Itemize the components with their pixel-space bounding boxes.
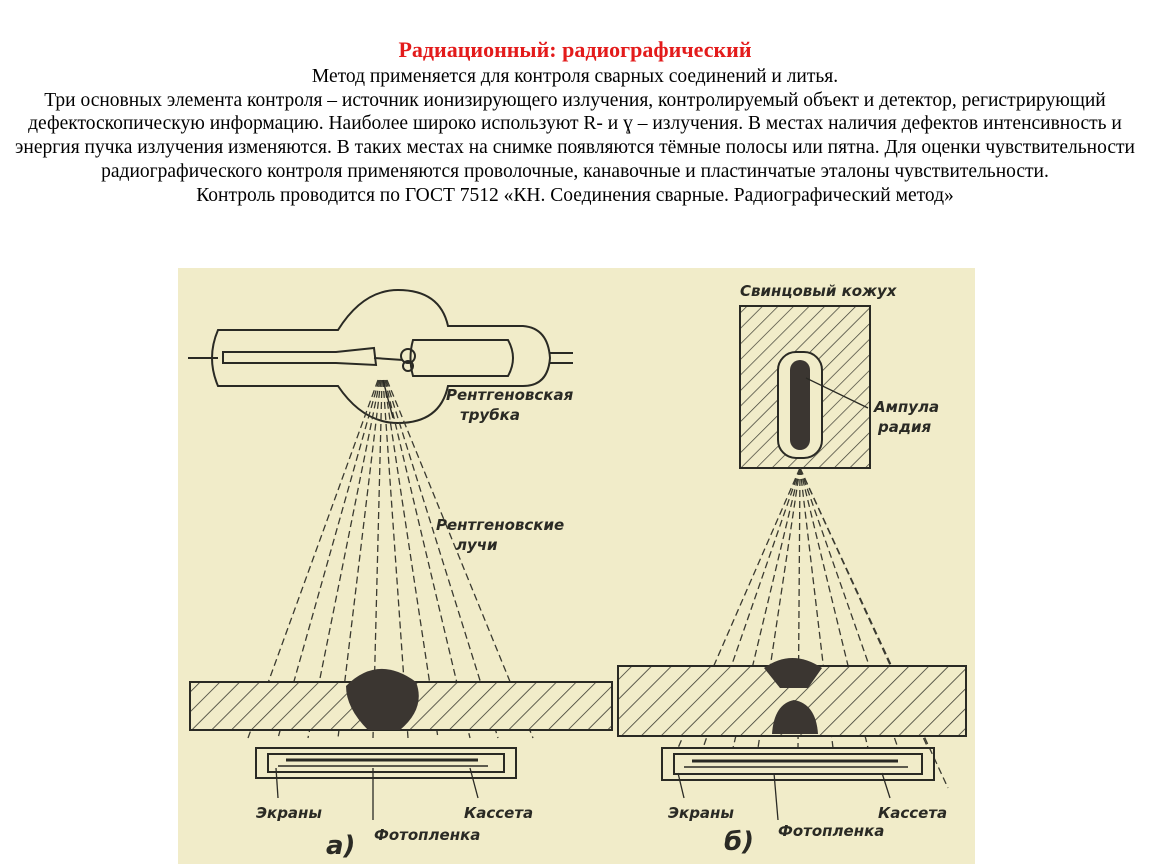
label-xray-tube-1: Рентгеновская: [446, 386, 574, 404]
label-lead-casing: Свинцовый кожух: [740, 282, 897, 300]
label-ampoule-1: Ампула: [874, 398, 940, 416]
label-cassette-a: Кассета: [464, 804, 534, 822]
caption-a: а): [326, 831, 356, 861]
caption-b: б): [724, 827, 755, 857]
label-xray-tube-2: трубка: [460, 406, 520, 424]
radiography-diagram: [178, 268, 975, 864]
label-ampoule-2: радия: [878, 418, 932, 436]
page-title: Радиационный: радиографический: [398, 37, 752, 62]
label-screens-b: Экраны: [668, 804, 734, 822]
description-text: [6, 65, 1144, 207]
paragraph-2: Три основных элемента контроля – источник ионизирующего излучения, контролируемый объект и детектор, регистрирующий дефектоскопическую информацию. Наиболее широко используют R- и ɣ – излучения. В местах наличия дефектов интенсивность и энергия пучка излучения изменяются. В таких местах на снимке появляются тёмные полосы или пятна. Для оценки чувствительности радиографического контроля применяются проволочные, канавочные и пластинчатые эталоны чувствительности.: [15, 89, 1135, 182]
gamma-beam-fan: [678, 468, 948, 788]
paragraph-3: Контроль проводится по ГОСТ 7512 «КН. Соединения сварные. Радиографический метод»: [196, 184, 954, 206]
label-film-a: Фотопленка: [374, 826, 481, 844]
radium-ampoule: [790, 360, 810, 450]
cassette-a: [256, 748, 516, 778]
paragraph-1: Метод применяется для контроля сварных соединений и литья.: [311, 66, 839, 87]
label-film-b: Фотопленка: [778, 822, 885, 840]
label-xray-rays-1: Рентгеновские: [436, 516, 565, 534]
cassette-b: [662, 748, 934, 780]
label-cassette-b: Кассета: [878, 804, 948, 822]
label-xray-rays-2: лучи: [456, 536, 498, 554]
label-screens-a: Экраны: [256, 804, 322, 822]
